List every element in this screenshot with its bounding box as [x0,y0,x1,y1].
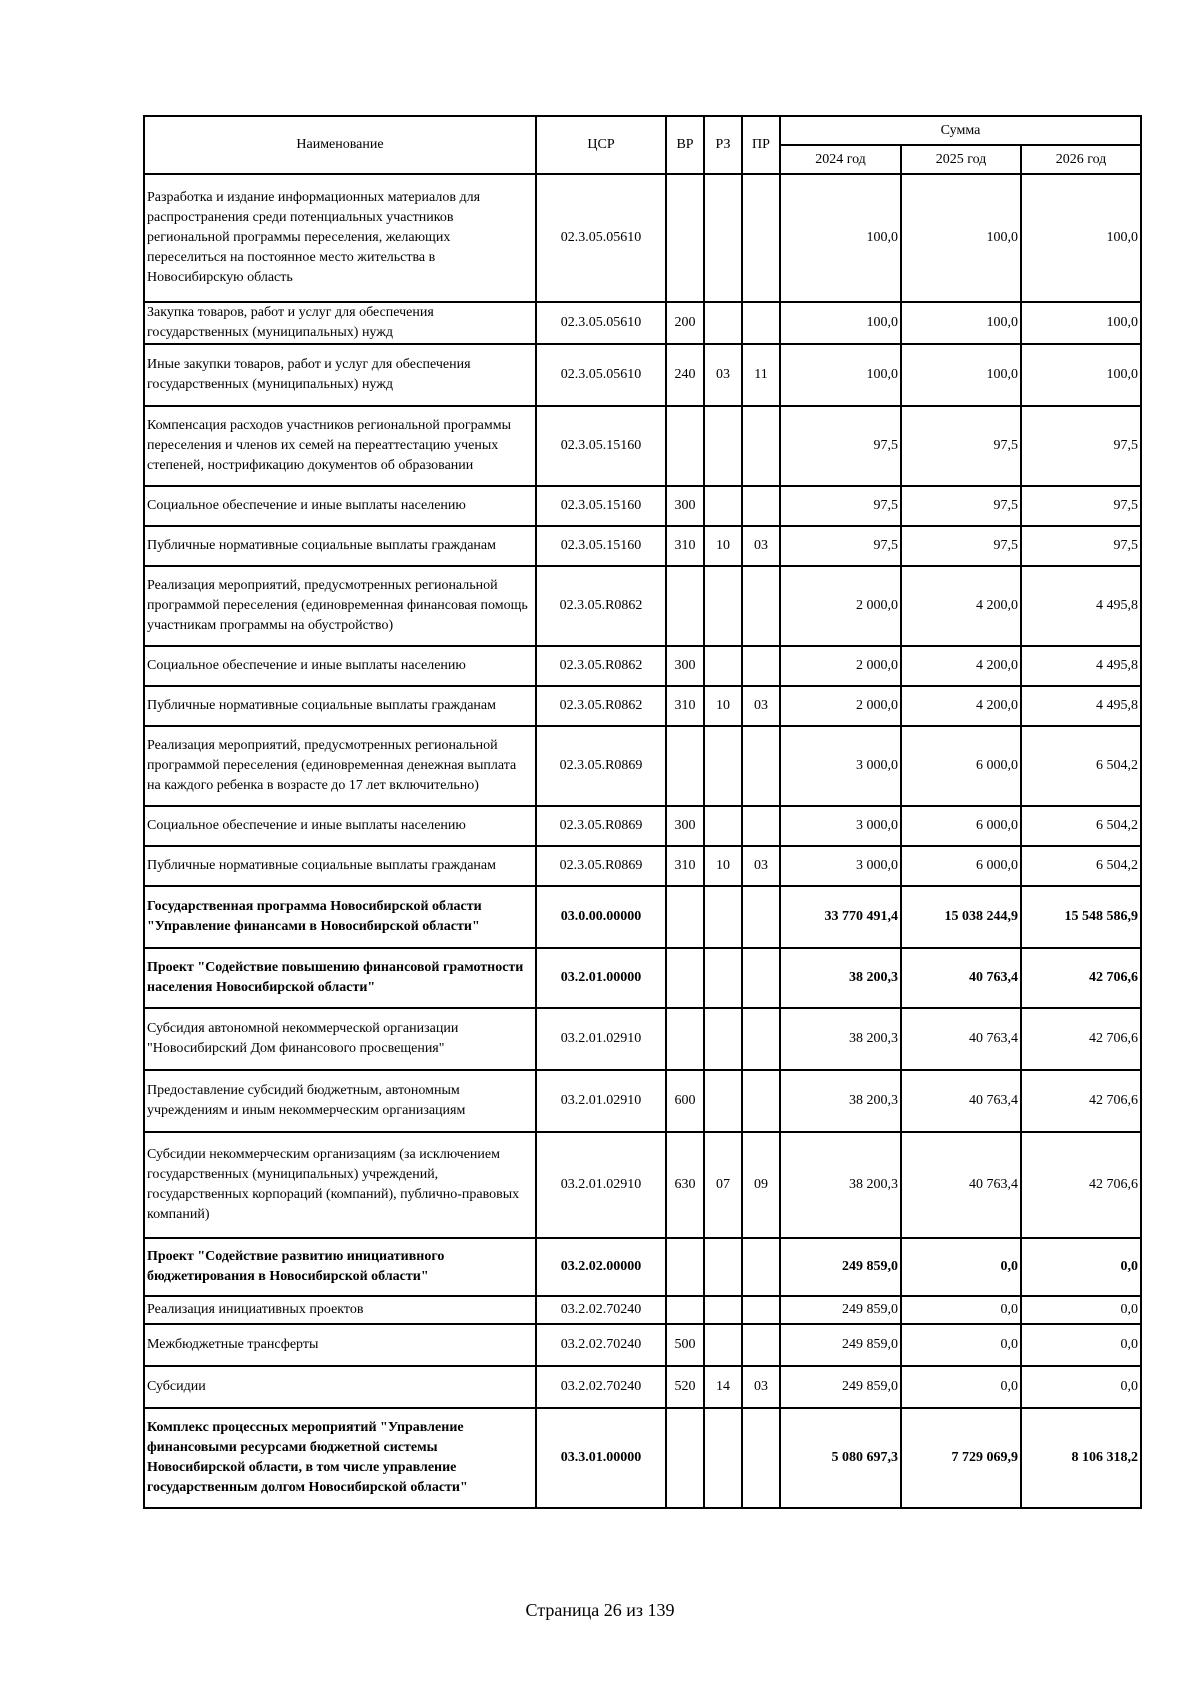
cell-rz [704,948,742,1008]
cell-vr [666,1008,704,1070]
cell-csr: 02.3.05.15160 [536,406,666,486]
header-vr: ВР [666,116,704,174]
cell-name: Реализация мероприятий, предусмотренных региональной программой переселения (единовременная денежная выплата на каждого ребенка в возрасте до 17 лет включительно) [144,726,536,806]
cell-csr: 03.2.02.00000 [536,1238,666,1296]
cell-csr: 02.3.05.R0862 [536,646,666,686]
cell-rz [704,174,742,302]
cell-name: Субсидии [144,1366,536,1408]
cell-pr: 03 [742,686,780,726]
cell-csr: 03.3.01.00000 [536,1408,666,1508]
header-csr: ЦСР [536,116,666,174]
cell-name: Социальное обеспечение и иные выплаты населению [144,486,536,526]
cell-pr: 03 [742,526,780,566]
cell-vr [666,1296,704,1324]
cell-vr: 300 [666,646,704,686]
table-row [144,526,1141,566]
cell-2026: 42 706,6 [1021,1070,1141,1132]
cell-csr: 03.2.01.02910 [536,1070,666,1132]
cell-name: Проект "Содействие развитию инициативного бюджетирования в Новосибирской области" [144,1238,536,1296]
cell-2025: 100,0 [901,174,1021,302]
cell-rz [704,1408,742,1508]
cell-2026: 0,0 [1021,1324,1141,1366]
table-row [144,486,1141,526]
cell-2024: 97,5 [780,526,901,566]
cell-csr: 02.3.05.R0869 [536,806,666,846]
cell-name: Межбюджетные трансферты [144,1324,536,1366]
cell-2026: 4 495,8 [1021,566,1141,646]
cell-csr: 03.2.01.02910 [536,1132,666,1238]
page-number: Страница 26 из 139 [525,1600,675,1620]
cell-rz [704,406,742,486]
cell-2024: 3 000,0 [780,806,901,846]
cell-csr: 02.3.05.R0869 [536,726,666,806]
cell-2026: 4 495,8 [1021,686,1141,726]
cell-vr: 310 [666,686,704,726]
cell-rz: 03 [704,344,742,406]
cell-name: Разработка и издание информационных материалов для распространения среди потенциальных участников региональной программы переселения, желающих переселиться на постоянное место жительства в Новосибирскую область [144,174,536,302]
cell-vr [666,1238,704,1296]
table-header [144,116,1141,174]
cell-2025: 97,5 [901,486,1021,526]
cell-vr: 630 [666,1132,704,1238]
header-pr: ПР [742,116,780,174]
cell-2025: 100,0 [901,302,1021,344]
cell-2026: 97,5 [1021,526,1141,566]
cell-2026: 8 106 318,2 [1021,1408,1141,1508]
cell-2026: 100,0 [1021,344,1141,406]
cell-name: Публичные нормативные социальные выплаты гражданам [144,846,536,886]
cell-pr [742,174,780,302]
cell-csr: 02.3.05.05610 [536,344,666,406]
cell-pr [742,1070,780,1132]
cell-2026: 6 504,2 [1021,846,1141,886]
table-row [144,302,1141,344]
cell-2025: 97,5 [901,406,1021,486]
cell-rz [704,1238,742,1296]
cell-vr [666,566,704,646]
table-row [144,344,1141,406]
cell-rz: 14 [704,1366,742,1408]
table-row [144,1008,1141,1070]
cell-name: Публичные нормативные социальные выплаты гражданам [144,686,536,726]
cell-name: Субсидия автономной некоммерческой организации "Новосибирский Дом финансового просвещения" [144,1008,536,1070]
cell-2025: 97,5 [901,526,1021,566]
cell-csr: 03.2.02.70240 [536,1366,666,1408]
cell-pr: 03 [742,1366,780,1408]
table-row [144,566,1141,646]
cell-vr: 300 [666,806,704,846]
cell-2025: 4 200,0 [901,686,1021,726]
cell-2026: 42 706,6 [1021,1008,1141,1070]
header-year-2025: 2025 год [901,145,1021,174]
table-body [144,174,1141,1508]
cell-name: Социальное обеспечение и иные выплаты населению [144,806,536,846]
cell-csr: 02.3.05.15160 [536,526,666,566]
cell-2026: 97,5 [1021,486,1141,526]
cell-2025: 0,0 [901,1366,1021,1408]
cell-2024: 3 000,0 [780,726,901,806]
cell-rz [704,646,742,686]
header-name: Наименование [144,116,536,174]
cell-2024: 38 200,3 [780,1132,901,1238]
cell-vr [666,726,704,806]
cell-2024: 97,5 [780,406,901,486]
cell-name: Субсидии некоммерческим организациям (за исключением государственных (муниципальных) учреждений, государственных корпораций (компаний), публично-правовых компаний) [144,1132,536,1238]
table-row [144,174,1141,302]
cell-pr [742,486,780,526]
table-row [144,1296,1141,1324]
table-row [144,1238,1141,1296]
cell-pr [742,302,780,344]
cell-2024: 5 080 697,3 [780,1408,901,1508]
cell-2024: 2 000,0 [780,686,901,726]
table-row [144,846,1141,886]
cell-vr [666,406,704,486]
cell-2025: 4 200,0 [901,566,1021,646]
cell-csr: 02.3.05.05610 [536,302,666,344]
cell-rz [704,486,742,526]
cell-2025: 0,0 [901,1296,1021,1324]
cell-2025: 6 000,0 [901,726,1021,806]
cell-2024: 38 200,3 [780,1070,901,1132]
cell-pr [742,1296,780,1324]
cell-csr: 02.3.05.R0869 [536,846,666,886]
budget-table [143,115,1142,1509]
cell-name: Реализация инициативных проектов [144,1296,536,1324]
cell-name: Публичные нормативные социальные выплаты гражданам [144,526,536,566]
cell-2024: 97,5 [780,486,901,526]
cell-pr [742,646,780,686]
cell-2025: 4 200,0 [901,646,1021,686]
cell-2024: 2 000,0 [780,646,901,686]
cell-pr [742,566,780,646]
cell-name: Предоставление субсидий бюджетным, автономным учреждениям и иным некоммерческим организациям [144,1070,536,1132]
cell-csr: 02.3.05.R0862 [536,566,666,646]
cell-vr: 520 [666,1366,704,1408]
cell-rz: 10 [704,686,742,726]
table-row [144,806,1141,846]
header-sum: Сумма [780,116,1141,145]
cell-2025: 40 763,4 [901,948,1021,1008]
cell-2024: 249 859,0 [780,1296,901,1324]
cell-2025: 7 729 069,9 [901,1408,1021,1508]
cell-2026: 6 504,2 [1021,726,1141,806]
cell-vr: 300 [666,486,704,526]
cell-2025: 15 038 244,9 [901,886,1021,948]
cell-name: Компенсация расходов участников региональной программы переселения и членов их семей на переаттестацию ученых степеней, нострификацию документов об образовании [144,406,536,486]
cell-2024: 33 770 491,4 [780,886,901,948]
header-rz: РЗ [704,116,742,174]
cell-2025: 6 000,0 [901,846,1021,886]
table-row [144,886,1141,948]
cell-rz [704,302,742,344]
cell-vr: 310 [666,846,704,886]
cell-name: Реализация мероприятий, предусмотренных региональной программой переселения (единовременная финансовая помощь участникам программы на обустройство) [144,566,536,646]
cell-pr [742,1408,780,1508]
cell-vr [666,1408,704,1508]
cell-2024: 38 200,3 [780,948,901,1008]
cell-pr [742,886,780,948]
cell-vr: 500 [666,1324,704,1366]
cell-vr: 200 [666,302,704,344]
cell-2024: 100,0 [780,302,901,344]
cell-pr: 09 [742,1132,780,1238]
cell-2025: 100,0 [901,344,1021,406]
cell-name: Иные закупки товаров, работ и услуг для обеспечения государственных (муниципальных) нужд [144,344,536,406]
table-row [144,686,1141,726]
table-row [144,948,1141,1008]
cell-2024: 249 859,0 [780,1324,901,1366]
cell-pr [742,406,780,486]
cell-rz [704,1296,742,1324]
cell-2025: 40 763,4 [901,1008,1021,1070]
cell-csr: 02.3.05.R0862 [536,686,666,726]
cell-rz [704,886,742,948]
cell-rz [704,726,742,806]
cell-vr [666,948,704,1008]
cell-2025: 40 763,4 [901,1132,1021,1238]
cell-rz: 10 [704,846,742,886]
cell-2025: 40 763,4 [901,1070,1021,1132]
cell-2026: 0,0 [1021,1296,1141,1324]
cell-rz [704,1008,742,1070]
cell-2026: 6 504,2 [1021,806,1141,846]
cell-name: Закупка товаров, работ и услуг для обеспечения государственных (муниципальных) нужд [144,302,536,344]
cell-2024: 100,0 [780,174,901,302]
cell-2026: 0,0 [1021,1238,1141,1296]
cell-vr: 310 [666,526,704,566]
cell-csr: 03.2.01.02910 [536,1008,666,1070]
cell-2026: 42 706,6 [1021,1132,1141,1238]
cell-name: Проект "Содействие повышению финансовой грамотности населения Новосибирской области" [144,948,536,1008]
cell-name: Государственная программа Новосибирской области "Управление финансами в Новосибирской области" [144,886,536,948]
cell-vr [666,174,704,302]
cell-csr: 03.2.01.00000 [536,948,666,1008]
cell-csr: 02.3.05.05610 [536,174,666,302]
cell-2024: 249 859,0 [780,1366,901,1408]
cell-csr: 03.0.00.00000 [536,886,666,948]
cell-rz [704,1324,742,1366]
header-year-2024: 2024 год [780,145,901,174]
cell-2024: 38 200,3 [780,1008,901,1070]
table-row [144,1366,1141,1408]
cell-2024: 100,0 [780,344,901,406]
cell-rz [704,806,742,846]
cell-pr [742,948,780,1008]
cell-2024: 2 000,0 [780,566,901,646]
cell-pr: 03 [742,846,780,886]
cell-vr [666,886,704,948]
cell-2026: 0,0 [1021,1366,1141,1408]
cell-pr [742,1238,780,1296]
cell-name: Социальное обеспечение и иные выплаты населению [144,646,536,686]
table-row [144,1408,1141,1508]
cell-2026: 97,5 [1021,406,1141,486]
cell-csr: 03.2.02.70240 [536,1296,666,1324]
table-row [144,1324,1141,1366]
cell-2025: 0,0 [901,1238,1021,1296]
table-row [144,646,1141,686]
cell-2024: 249 859,0 [780,1238,901,1296]
cell-vr: 240 [666,344,704,406]
table-row [144,1070,1141,1132]
cell-2026: 100,0 [1021,302,1141,344]
cell-rz: 10 [704,526,742,566]
cell-pr [742,1008,780,1070]
cell-2024: 3 000,0 [780,846,901,886]
header-year-2026: 2026 год [1021,145,1141,174]
cell-2025: 6 000,0 [901,806,1021,846]
table-row [144,406,1141,486]
cell-csr: 03.2.02.70240 [536,1324,666,1366]
cell-name: Комплекс процессных мероприятий "Управление финансовыми ресурсами бюджетной системы Новосибирской области, в том числе управление государственным долгом Новосибирской области" [144,1408,536,1508]
cell-vr: 600 [666,1070,704,1132]
cell-rz [704,1070,742,1132]
cell-2026: 15 548 586,9 [1021,886,1141,948]
cell-rz [704,566,742,646]
cell-2025: 0,0 [901,1324,1021,1366]
table-row [144,1132,1141,1238]
cell-pr [742,806,780,846]
cell-pr [742,726,780,806]
cell-pr [742,1324,780,1366]
cell-rz: 07 [704,1132,742,1238]
cell-csr: 02.3.05.15160 [536,486,666,526]
table-row [144,726,1141,806]
cell-2026: 4 495,8 [1021,646,1141,686]
cell-2026: 100,0 [1021,174,1141,302]
cell-pr: 11 [742,344,780,406]
cell-2026: 42 706,6 [1021,948,1141,1008]
